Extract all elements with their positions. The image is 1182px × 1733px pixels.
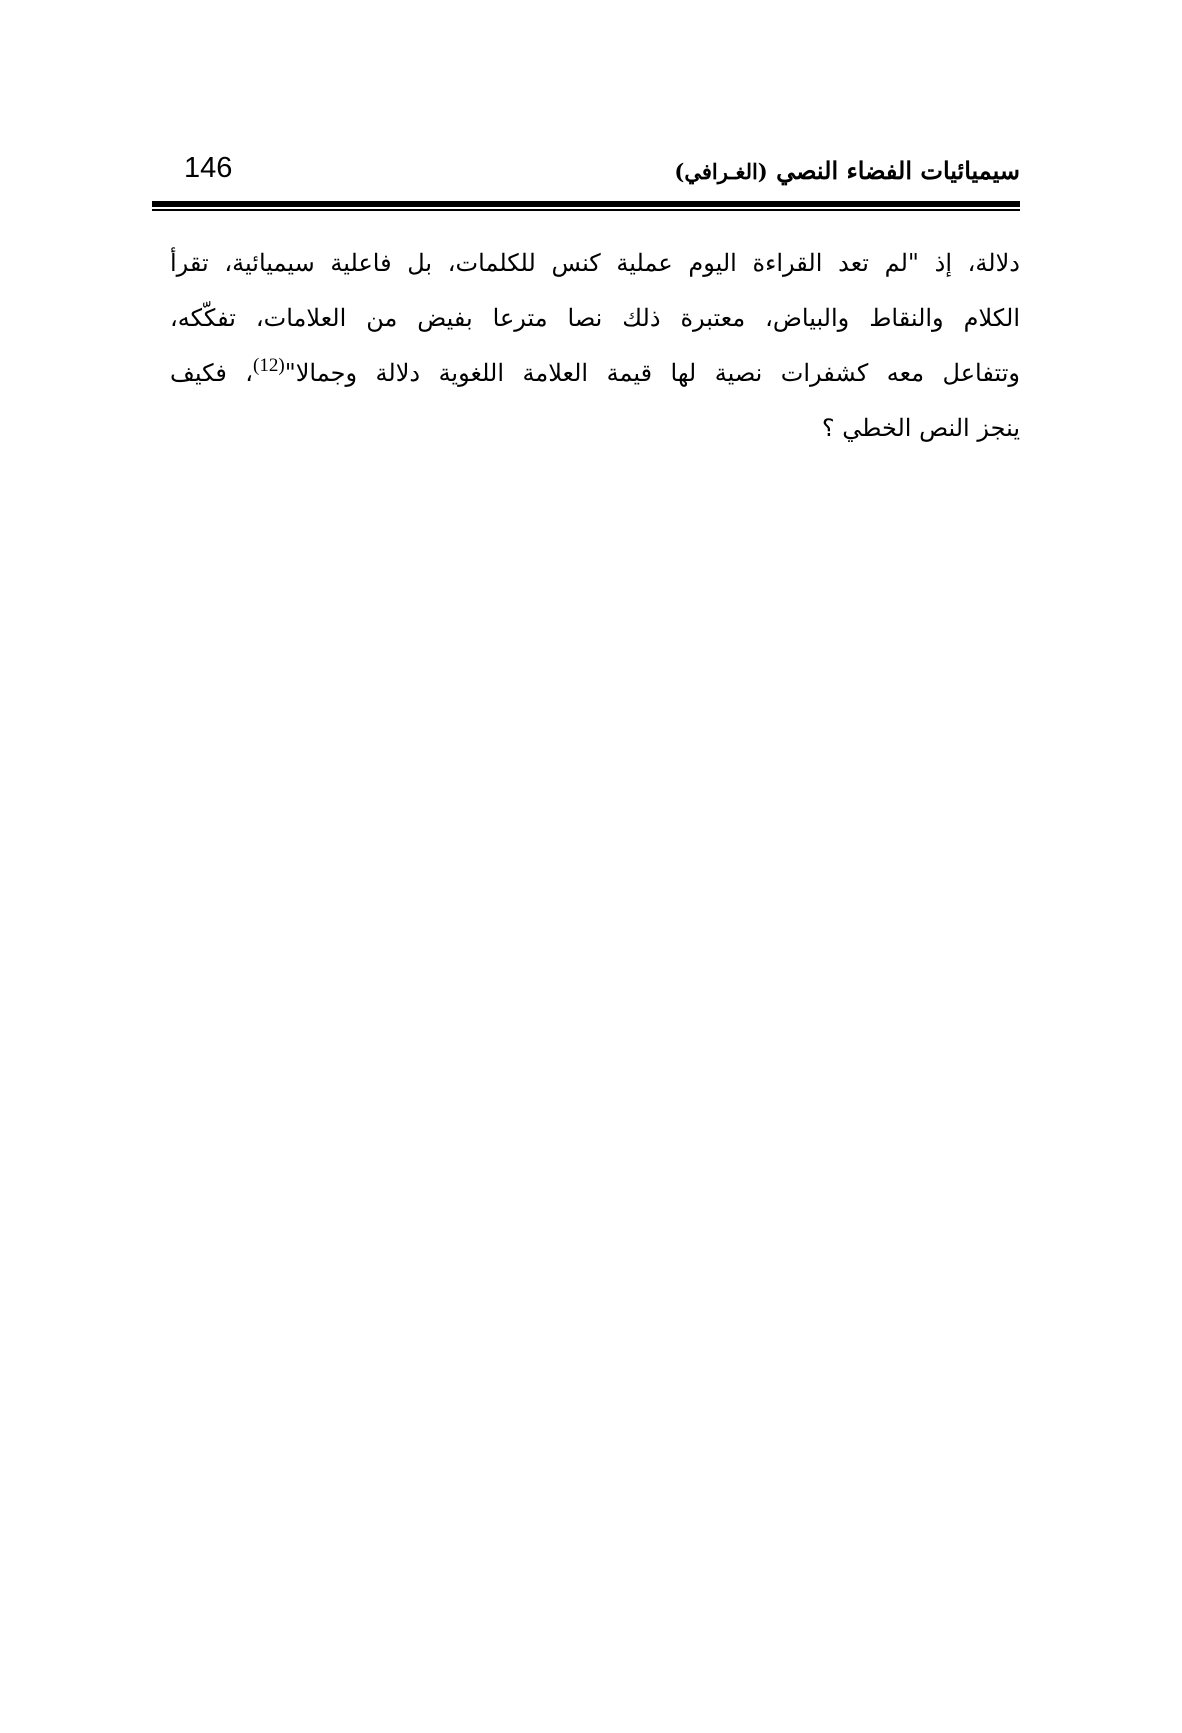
running-title-author: (الغـرافي) <box>674 159 768 184</box>
footnote-reference: (12) <box>253 355 285 376</box>
text-line-1: دلالة، إذ "لم تعد القراءة اليوم عملية كنس للكلمات، بل فاعلية سيميائية، تقرأ <box>170 249 1020 277</box>
body-paragraph <box>170 236 1020 456</box>
page-number: 146 <box>184 152 233 184</box>
text-line-3 <box>170 346 1020 401</box>
quote-end: وتتفاعل معه كشفرات نصية لها قيمة العلامة اللغوية دلالة وجمالا" <box>284 359 1021 387</box>
running-title-main: سيميائيات الفضاء النصي <box>776 156 1020 185</box>
header-rule-thin <box>152 209 1020 211</box>
running-title <box>674 156 1020 185</box>
text-line-2: الكلام والنقاط والبياض، معتبرة ذلك نصا مترعا بفيض من العلامات، تفكّكه، <box>170 304 1020 332</box>
text-line-4: ينجز النص الخطي ؟ <box>821 414 1020 442</box>
header-rule-thick <box>152 201 1020 207</box>
page-header <box>152 150 1020 200</box>
question-lead: ، فكيف <box>170 359 254 387</box>
